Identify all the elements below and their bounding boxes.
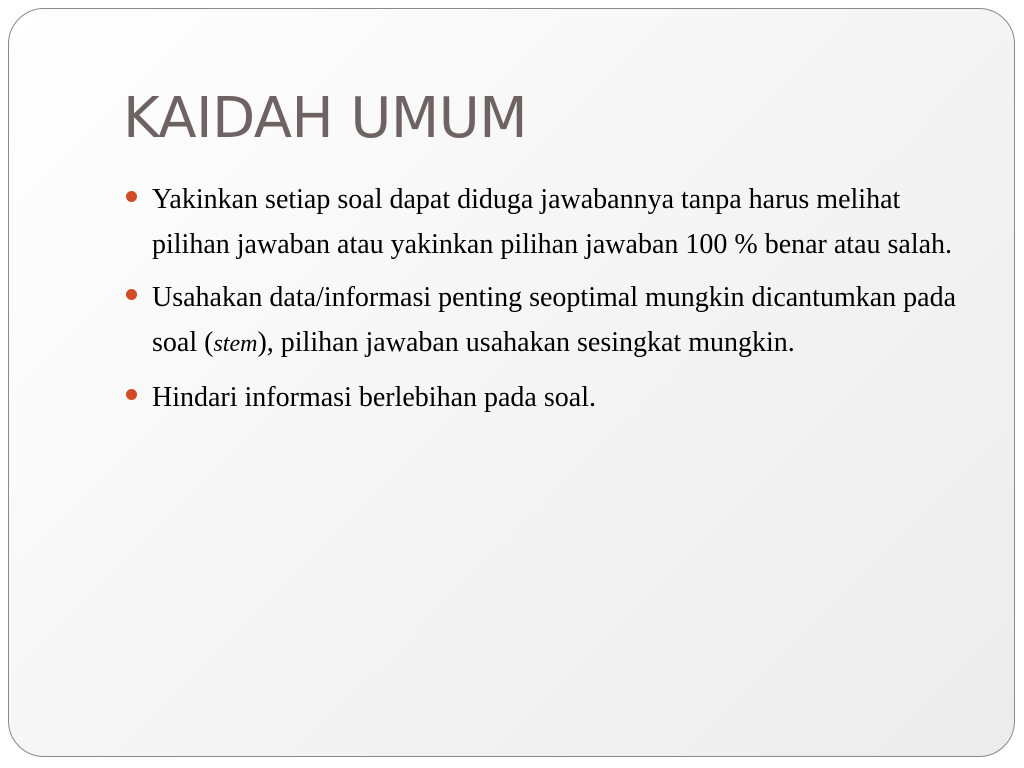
bullet-text: Yakinkan setiap soal dapat diduga jawabannya tanpa harus melihat pilihan jawaban atau yakinkan pilihan jawaban 100 % benar atau salah. [152, 184, 953, 260]
bullet-dot-icon [126, 191, 137, 202]
bullet-dot-icon [126, 289, 137, 300]
bullet-item-1 [152, 177, 982, 267]
slide-frame [8, 8, 1015, 757]
bullet-item-2 [152, 275, 982, 367]
bullet-text: Hindari informasi berlebihan pada soal. [152, 382, 596, 413]
bullet-item-3 [152, 375, 982, 420]
bullet-text-before: Usahakan data/informasi penting seoptimal mungkin dicantumkan pada soal ( [152, 282, 957, 358]
bullet-text-after: ), pilihan jawaban usahakan sesingkat mungkin. [257, 327, 795, 358]
bullet-list [152, 177, 982, 428]
bullet-dot-icon [126, 389, 137, 400]
bullet-text-italic: stem [213, 331, 258, 357]
slide-title: KAIDAH UMUM [123, 86, 528, 151]
